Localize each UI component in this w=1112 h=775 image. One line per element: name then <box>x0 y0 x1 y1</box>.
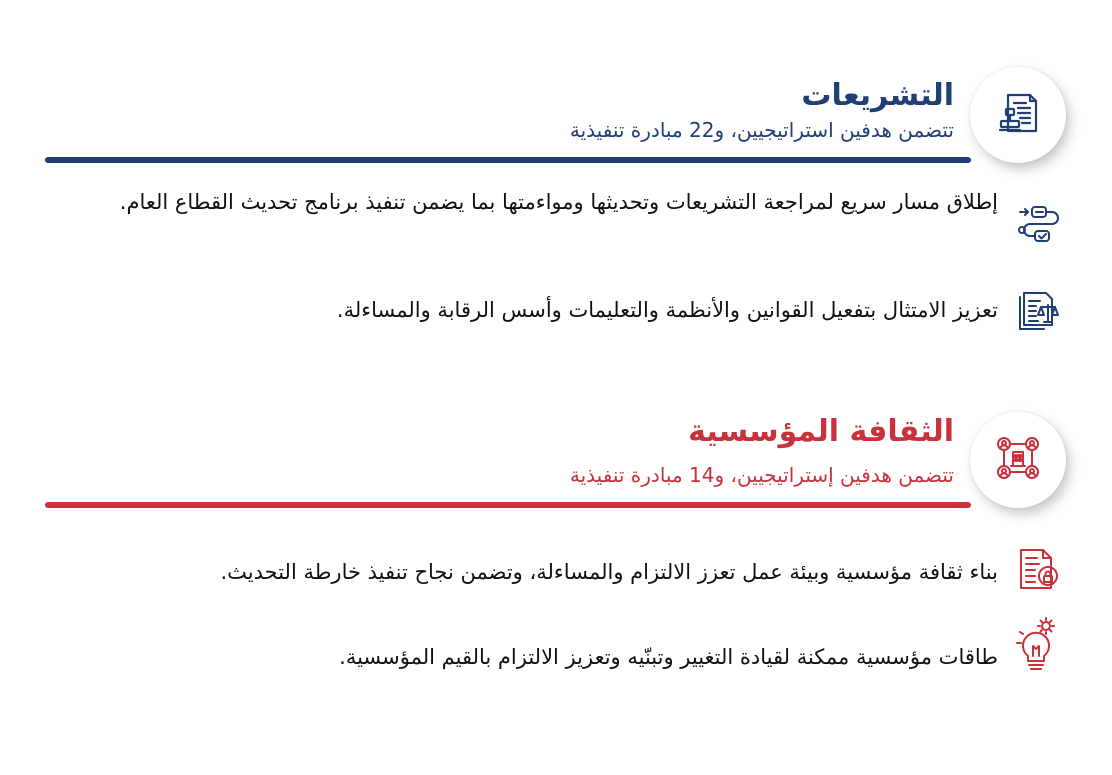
legislation-title: التشريعات <box>801 78 954 113</box>
legislation-item-1: إطلاق مسار سريع لمراجعة التشريعات وتحديثها ومواءمتها بما يضمن تنفيذ برنامج تحديث القطاع العام. <box>119 190 998 214</box>
legislation-subtitle: تتضمن هدفين استراتيجيين، و22 مبادرة تنفيذية <box>569 118 954 142</box>
document-lock-icon <box>1014 545 1062 593</box>
culture-divider <box>45 502 971 508</box>
building-people-icon <box>994 434 1042 486</box>
culture-item-1: بناء ثقافة مؤسسية وبيئة عمل تعزز الالتزام والمساءلة، وتضمن نجاح تنفيذ خارطة التحديث. <box>220 560 998 584</box>
lightbulb-gear-icon <box>1012 620 1060 668</box>
legislation-item-2: تعزيز الامتثال بتفعيل القوانين والأنظمة والتعليمات وأسس الرقابة والمساءلة. <box>336 298 998 322</box>
culture-title: الثقافة المؤسسية <box>688 414 954 449</box>
culture-badge <box>970 412 1066 508</box>
culture-subtitle: تتضمن هدفين إستراتيجيين، و14 مبادرة تنفيذية <box>569 463 954 487</box>
culture-item-2: طاقات مؤسسية ممكنة لقيادة التغيير وتبنّيه وتعزيز الالتزام بالقيم المؤسسية. <box>339 645 998 669</box>
